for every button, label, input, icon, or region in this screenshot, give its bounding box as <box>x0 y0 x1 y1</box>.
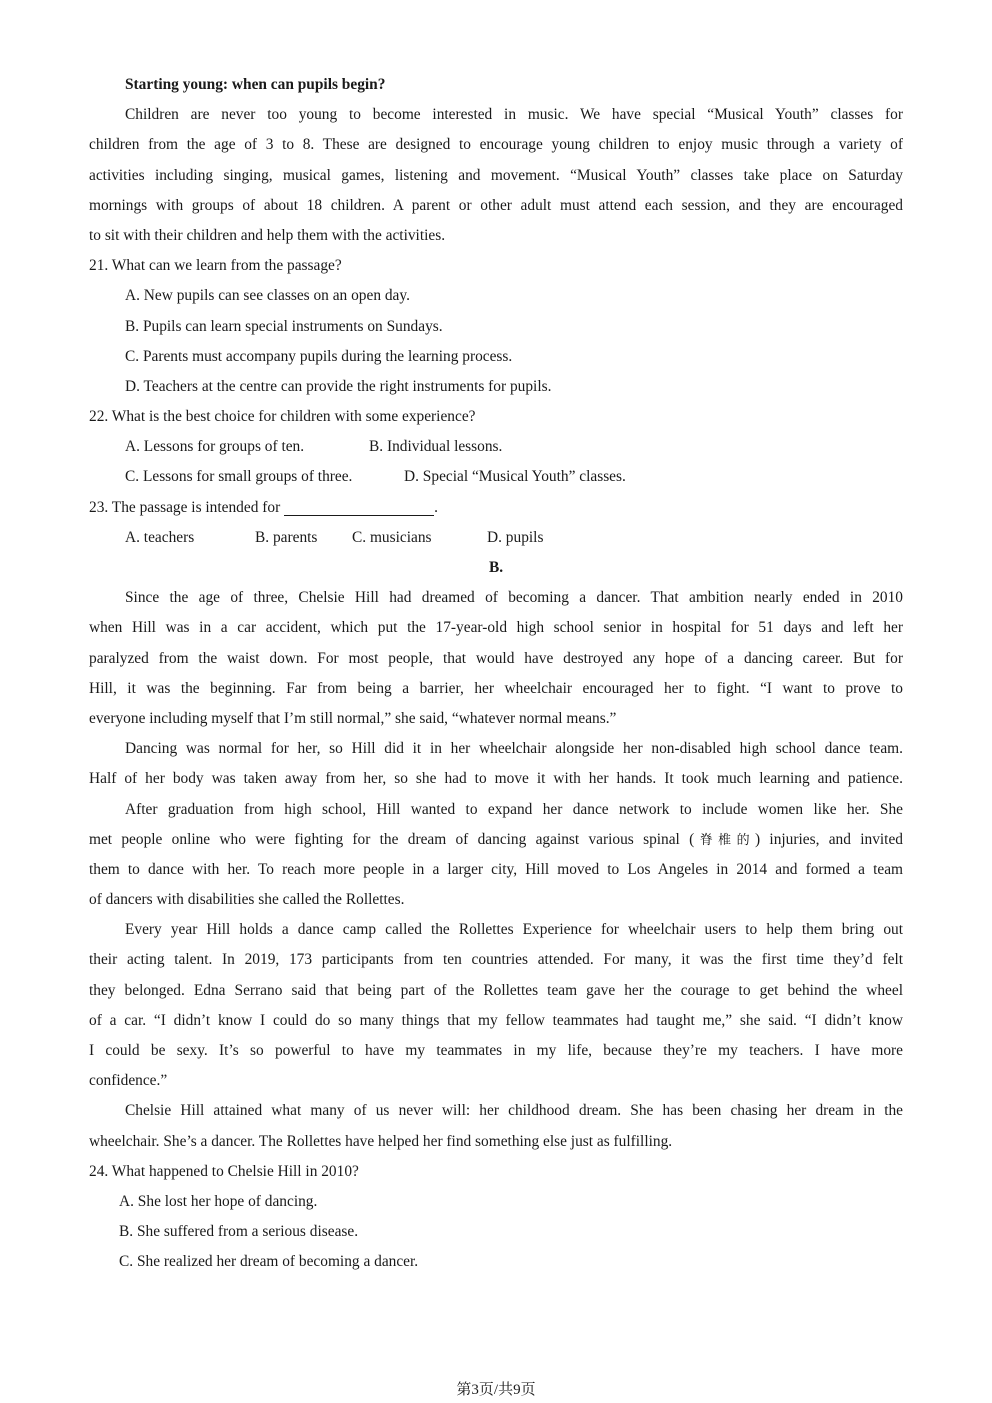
paragraph-line: wheelchair. She’s a dancer. The Rollettes have helped her find something else just as fulfilling. <box>89 1132 673 1150</box>
paragraph-line: Since the age of three, Chelsie Hill had dreamed of becoming a dancer. That ambition nearly ended in 2010 <box>125 589 903 607</box>
question-23-stem <box>89 493 903 523</box>
paragraph-line: when Hill was in a car accident, which put the 17-year-old high school senior in hospital for 51 days and left her <box>89 619 903 637</box>
question-23-option-c: C. musicians <box>352 528 432 546</box>
question-24-option-a: A. She lost her hope of dancing. <box>119 1192 318 1210</box>
question-23-stem-text: 23. The passage is intended for <box>89 498 281 516</box>
paragraph-line: children from the age of 3 to 8. These are designed to encourage young children to enjoy music through a variety of <box>89 136 903 154</box>
question-22-options-row-1 <box>89 432 903 462</box>
question-21-option-b: B. Pupils can learn special instruments on Sundays. <box>125 317 443 335</box>
paragraph-line: paralyzed from the waist down. For most people, that would have destroyed any hope of a dancing career. But for <box>89 649 903 667</box>
section-heading: Starting young: when can pupils begin? <box>125 76 386 93</box>
question-23-options <box>89 523 903 553</box>
question-21-option-a: A. New pupils can see classes on an open day. <box>125 287 410 305</box>
paragraph-line: mornings with groups of about 18 children. A parent or other adult must attend each session, and they are encouraged <box>89 196 903 214</box>
document-page <box>89 70 903 1278</box>
question-21-option-c: C. Parents must accompany pupils during the learning process. <box>125 347 513 365</box>
question-22-option-d: D. Special “Musical Youth” classes. <box>404 468 626 486</box>
question-24-stem: 24. What happened to Chelsie Hill in 2010? <box>89 1162 359 1180</box>
paragraph-line: Chelsie Hill attained what many of us never will: her childhood dream. She has been chasing her dream in the <box>125 1102 903 1120</box>
paragraph-line: their acting talent. In 2019, 173 participants from ten countries attended. For many, it was the first time they’d felt <box>89 951 903 969</box>
chinese-annotation: 脊椎的 <box>694 831 756 847</box>
paragraph-line: confidence.” <box>89 1072 168 1090</box>
question-24-option-c: C. She realized her dream of becoming a dancer. <box>119 1253 419 1271</box>
question-21-option-d: D. Teachers at the centre can provide the right instruments for pupils. <box>125 377 552 395</box>
paragraph-text: ) injuries, and invited <box>755 830 903 848</box>
paragraph-line: them to dance with her. To reach more people in a larger city, Hill moved to Los Angeles in 2014 and formed a team <box>89 860 903 878</box>
question-21-stem: 21. What can we learn from the passage? <box>89 257 342 275</box>
paragraph-line: Hill, it was the beginning. Far from being a barrier, her wheelchair encouraged her to fight. “I want to prove to <box>89 679 903 697</box>
question-23-stem-end: . <box>434 498 438 516</box>
question-22-option-c: C. Lessons for small groups of three. <box>125 468 353 486</box>
paragraph-line: Children are never too young to become interested in music. We have special “Musical Youth” classes for <box>125 106 903 124</box>
question-22-stem: 22. What is the best choice for children with some experience? <box>89 408 476 426</box>
section-b-label: B. <box>488 559 504 576</box>
question-23-option-d: D. pupils <box>487 528 544 546</box>
question-22-option-a: A. Lessons for groups of ten. <box>125 438 305 456</box>
paragraph-line <box>89 825 903 855</box>
paragraph-line: everyone including myself that I’m still normal,” she said, “whatever normal means.” <box>89 709 617 727</box>
paragraph-line: Half of her body was taken away from her, so she had to move it with her hands. It took much learning and patience. <box>89 770 903 788</box>
question-23-option-b: B. parents <box>255 528 318 546</box>
paragraph-text: met people online who were fighting for the dream of dancing against various spinal ( <box>89 830 695 848</box>
answer-blank <box>284 497 434 516</box>
paragraph-line: Every year Hill holds a dance camp called the Rollettes Experience for wheelchair users to help them bring out <box>125 921 903 939</box>
question-22-options-row-2 <box>89 462 903 492</box>
paragraph-line: of dancers with disabilities she called the Rollettes. <box>89 891 405 909</box>
question-24-option-b: B. She suffered from a serious disease. <box>119 1223 359 1241</box>
paragraph-line: of a car. “I didn’t know I could do so many things that my fellow teammates had taught me,” she said. “I didn’t know <box>89 1011 903 1029</box>
paragraph-line: I could be sexy. It’s so powerful to have my teammates in my life, because they’re my teachers. I have more <box>89 1042 903 1059</box>
paragraph-line: Dancing was normal for her, so Hill did it in her wheelchair alongside her non-disabled high school dance team. <box>125 740 903 758</box>
paragraph-line: After graduation from high school, Hill wanted to expand her dance network to include women like her. She <box>125 800 903 818</box>
paragraph-line: they belonged. Edna Serrano said that being part of the Rollettes team gave her the courage to get behind the wheel <box>89 981 903 999</box>
question-22-option-b: B. Individual lessons. <box>369 438 503 456</box>
page-number-footer: 第3页/共9页 <box>456 1382 536 1398</box>
paragraph-line: activities including singing, musical games, listening and movement. “Musical Youth” classes take place on Saturday <box>89 166 903 184</box>
question-23-option-a: A. teachers <box>125 528 195 546</box>
paragraph-line: to sit with their children and help them with the activities. <box>89 226 446 244</box>
